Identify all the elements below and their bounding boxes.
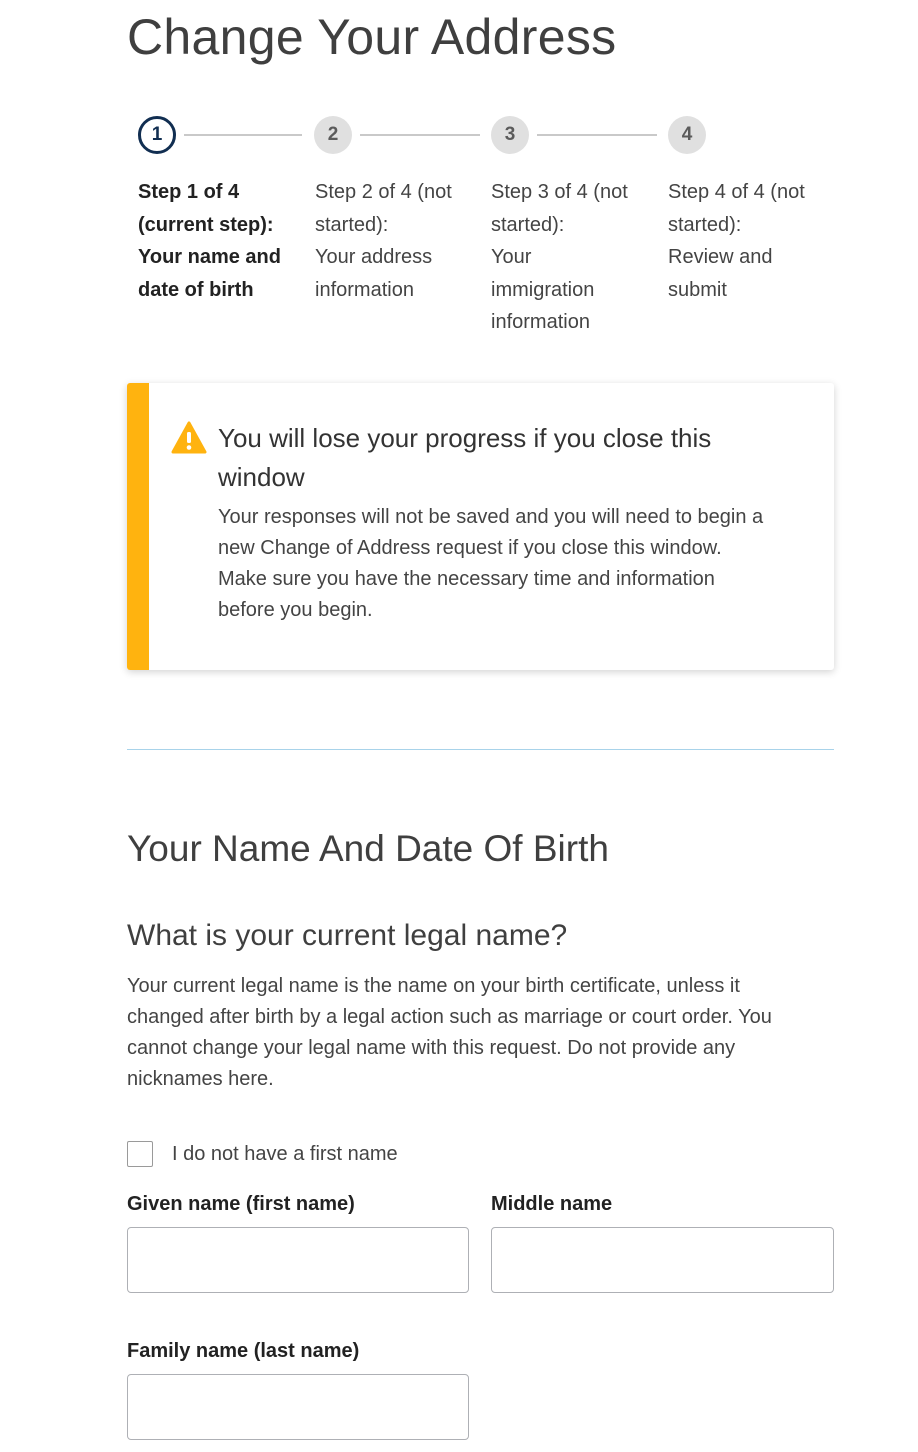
warning-alert (127, 383, 834, 670)
step-1-label: Step 1 of 4 (current step): Your name and date of birth (138, 181, 281, 301)
warning-icon (171, 421, 207, 455)
step-4-indicator: 4 (668, 116, 706, 154)
step-3-label: Step 3 of 4 (not started): Your immigration information (491, 181, 628, 333)
alert-accent-bar (127, 383, 149, 670)
no-first-name-checkbox[interactable] (127, 1141, 153, 1167)
section-divider (127, 749, 834, 750)
step-4-label: Step 4 of 4 (not started): Review and submit (668, 181, 805, 301)
family-name-label: Family name (last name) (127, 1340, 360, 1362)
progress-stepper (138, 116, 838, 346)
alert-body: Your responses will not be saved and you will need to begin a new Change of Address request if you close this window. Make sure you have the necessary time and information before you begin. (218, 506, 764, 621)
given-name-label: Given name (first name) (127, 1193, 355, 1215)
step-connector (184, 134, 302, 136)
alert-title: You will lose your progress if you close this window (218, 423, 712, 492)
family-name-input[interactable] (127, 1374, 469, 1440)
page-title: Change Your Address (127, 9, 617, 65)
section-title: Your Name And Date Of Birth (127, 828, 609, 869)
no-first-name-label[interactable]: I do not have a first name (172, 1142, 398, 1165)
step-1-indicator: 1 (138, 116, 176, 154)
middle-name-input[interactable] (491, 1227, 834, 1293)
step-3-indicator: 3 (491, 116, 529, 154)
step-connector (360, 134, 480, 136)
step-2-indicator: 2 (314, 116, 352, 154)
step-2-label: Step 2 of 4 (not started): Your address information (315, 181, 452, 301)
legal-name-question: What is your current legal name? (127, 919, 568, 952)
step-connector (537, 134, 657, 136)
middle-name-label: Middle name (491, 1193, 613, 1215)
no-first-name-option[interactable] (127, 1139, 398, 1169)
legal-name-help-text: Your current legal name is the name on your birth certificate, unless it changed after birth by a legal action such as marriage or court order. You cannot change your legal name with this request. Do not provide any nicknames here. (127, 975, 772, 1090)
given-name-input[interactable] (127, 1227, 469, 1293)
